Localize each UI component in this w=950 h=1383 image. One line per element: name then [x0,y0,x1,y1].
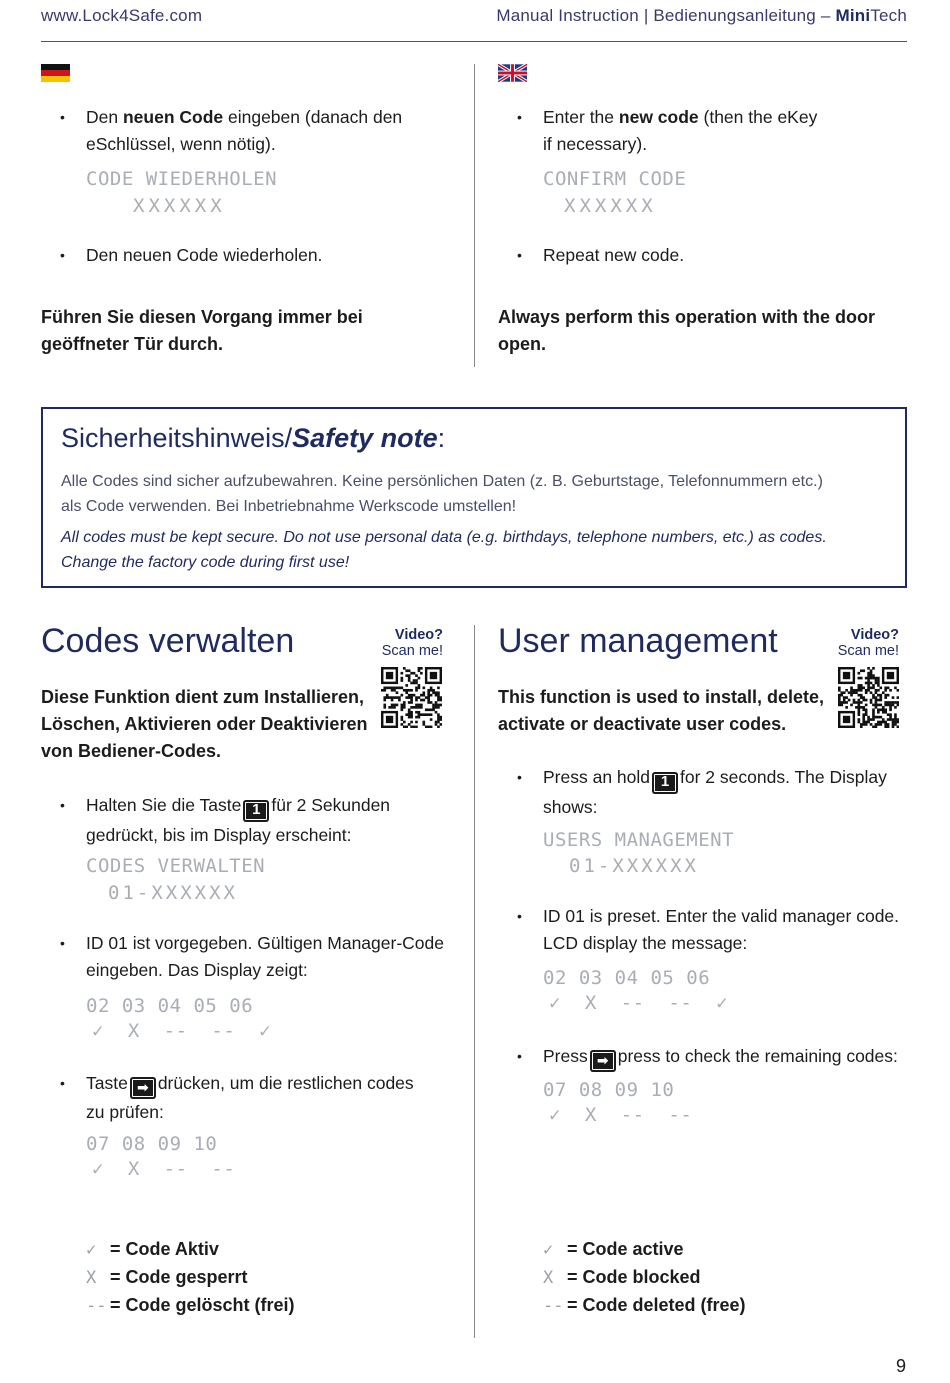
column-divider-bottom [474,625,475,1338]
text: Video? [394,627,443,643]
en-legend [543,1236,746,1320]
legend-active [543,1236,746,1264]
header-divider [41,41,907,42]
bullet-dot: • [517,769,522,785]
en-door-note [498,304,875,358]
text: Change the factory code during first use! [61,554,350,571]
header-manual-title [496,6,907,26]
bullet-dot: • [60,1075,65,1091]
en-section-heading: User management [498,622,778,660]
de-door-note [41,304,363,358]
text: für 2 Sekunden [271,795,391,815]
text: if necessary). [543,134,648,154]
de-top-bullet-new-code [60,104,446,158]
text: LCD display the message: [543,933,748,953]
text: ID 01 is preset. Enter the valid manager code. [543,906,900,926]
text: open. [498,334,546,354]
en-qr-code-icon[interactable] [838,667,899,728]
bullet-dot: • [60,797,65,813]
safety-note-title [61,423,445,454]
legend-blocked [86,1264,295,1292]
en-intro [498,684,824,738]
text: Diese Funktion dient zum Installieren, [41,687,365,707]
de-top-bullet-repeat [60,242,323,269]
text: = Code blocked [567,1267,701,1287]
text: Scan me! [837,643,899,659]
legend-deleted [543,1292,746,1320]
safety-note-box [41,407,907,588]
header-brand-bold: Mini [835,6,871,25]
de-lcd-codes-line1: CODES VERWALTEN [86,855,266,877]
bullet-dot: • [60,247,65,263]
text-bold: new code [618,107,699,127]
de-video-label [382,627,443,659]
page-number: 9 [895,1356,906,1376]
de-lcd-status-2: ✓ X -- -- [92,1158,236,1180]
text: Taste [86,1073,128,1093]
column-divider-top [474,64,475,367]
de-legend [86,1236,295,1320]
text: = Code Aktiv [110,1239,219,1259]
en-lcd-users-line2: 01-XXXXXX [569,855,699,877]
safety-note-de [61,469,823,519]
text: ID 01 ist vorgegeben. Gültigen Manager-Code [86,933,444,953]
cross-icon: X [543,1268,554,1288]
de-section-heading: Codes verwalten [41,622,295,660]
bullet-dot: • [60,935,65,951]
text: zu prüfen: [86,1102,164,1122]
text: als Code verwenden. Bei Inbetriebnahme Werkscode umstellen! [61,498,517,515]
text: = Code active [567,1239,684,1259]
bullet-dot: • [517,247,522,263]
en-lcd-users-line1: USERS MANAGEMENT [543,829,735,851]
de-bullet-hold-key [60,792,456,849]
en-bullet-hold-key [517,764,913,821]
text: : [437,423,446,453]
text: gedrückt, bis im Display erscheint: [86,825,352,845]
text: Repeat new code. [543,245,685,265]
dash-icon: -- [86,1296,107,1316]
text: (then the eKey [698,107,818,127]
en-top-bullet-repeat [517,242,685,269]
website-url: www.Lock4Safe.com [41,6,203,25]
text-italic: Safety note [292,423,438,453]
en-lcd-confirm-line1: CONFIRM CODE [543,168,687,190]
bullet-dot: • [517,109,522,125]
text-bold: neuen Code [122,107,224,127]
text: Löschen, Aktivieren oder Deaktivieren [41,714,368,734]
text: Alle Codes sind sicher aufzubewahren. Keine persönlichen Daten (z. B. Geburtstage, Telefonnummern etc.) [61,473,823,490]
en-lcd-status-1: ✓ X -- -- ✓ [549,992,729,1014]
bullet-dot: • [517,1048,522,1064]
arrow-key-icon: ➡ [130,1077,156,1099]
text: Always perform this operation with the door [498,307,876,327]
en-lcd-confirm-line2: XXXXXX [564,195,657,217]
de-lcd-repeat-line2: XXXXXX [133,195,226,217]
uk-flag-icon [498,64,527,82]
text: This function is used to install, delete, [498,687,825,707]
key-1-icon: 1 [652,772,678,794]
bullet-dot: • [517,908,522,924]
de-lcd-status-1: ✓ X -- -- ✓ [92,1020,272,1042]
text: Press [543,1046,588,1066]
legend-deleted [86,1292,295,1320]
text: = Code deleted (free) [567,1295,746,1315]
header-manual-text: Manual Instruction | Bedienungsanleitung – [496,6,831,25]
en-video-label [838,627,899,659]
cross-icon: X [86,1268,97,1288]
bullet-dot: • [60,109,65,125]
safety-note-en [61,525,827,575]
text: Video? [850,627,899,643]
text: eSchlüssel, wenn nötig). [86,134,276,154]
de-bullet-arrow-key [60,1070,456,1126]
text: Enter the [543,107,619,127]
de-lcd-ids-2: 07 08 09 10 [86,1133,218,1155]
text: Halten Sie die Taste [86,795,242,815]
text: von Bediener-Codes. [41,741,222,761]
text: drücken, um die restlichen codes [157,1073,414,1093]
text: for 2 seconds. The Display [680,767,887,787]
text: Scan me! [381,643,443,659]
text: Den [86,107,123,127]
text: activate or deactivate user codes. [498,714,787,734]
en-bullet-id01 [517,903,913,957]
de-lcd-ids-1: 02 03 04 05 06 [86,995,254,1017]
text: Press an hold [543,767,651,787]
text: Den neuen Code wiederholen. [86,245,323,265]
legend-blocked [543,1264,746,1292]
de-lcd-codes-line2: 01-XXXXXX [108,882,238,904]
en-bullet-arrow-key [517,1043,913,1072]
text: = Code gesperrt [110,1267,248,1287]
header-brand-rest: Tech [870,6,907,25]
text: press to check the remaining codes: [617,1046,898,1066]
de-intro [41,684,367,765]
en-lcd-ids-1: 02 03 04 05 06 [543,967,711,989]
legend-active [86,1236,295,1264]
de-qr-code-icon[interactable] [381,667,442,728]
text: eingeben. Das Display zeigt: [86,960,308,980]
text: eingeben (danach den [223,107,403,127]
de-bullet-id01 [60,930,466,984]
dash-icon: -- [543,1296,564,1316]
text: = Code gelöscht (frei) [110,1295,295,1315]
en-lcd-ids-2: 07 08 09 10 [543,1079,675,1101]
text: geöffneter Tür durch. [41,334,224,354]
check-icon: ✓ [86,1240,97,1260]
key-1-icon: 1 [243,800,269,822]
text: Führen Sie diesen Vorgang immer bei [41,307,363,327]
arrow-key-icon: ➡ [590,1050,616,1072]
en-top-bullet-new-code [517,104,903,158]
text: All codes must be kept secure. Do not use personal data (e.g. birthdays, telephone numbers, etc.) as codes. [61,529,827,546]
german-flag-icon [41,64,70,82]
en-lcd-status-2: ✓ X -- -- [549,1104,693,1126]
check-icon: ✓ [543,1240,554,1260]
text: shows: [543,797,598,817]
de-lcd-repeat-line1: CODE WIEDERHOLEN [86,168,278,190]
text: Sicherheitshinweis/ [61,423,293,453]
